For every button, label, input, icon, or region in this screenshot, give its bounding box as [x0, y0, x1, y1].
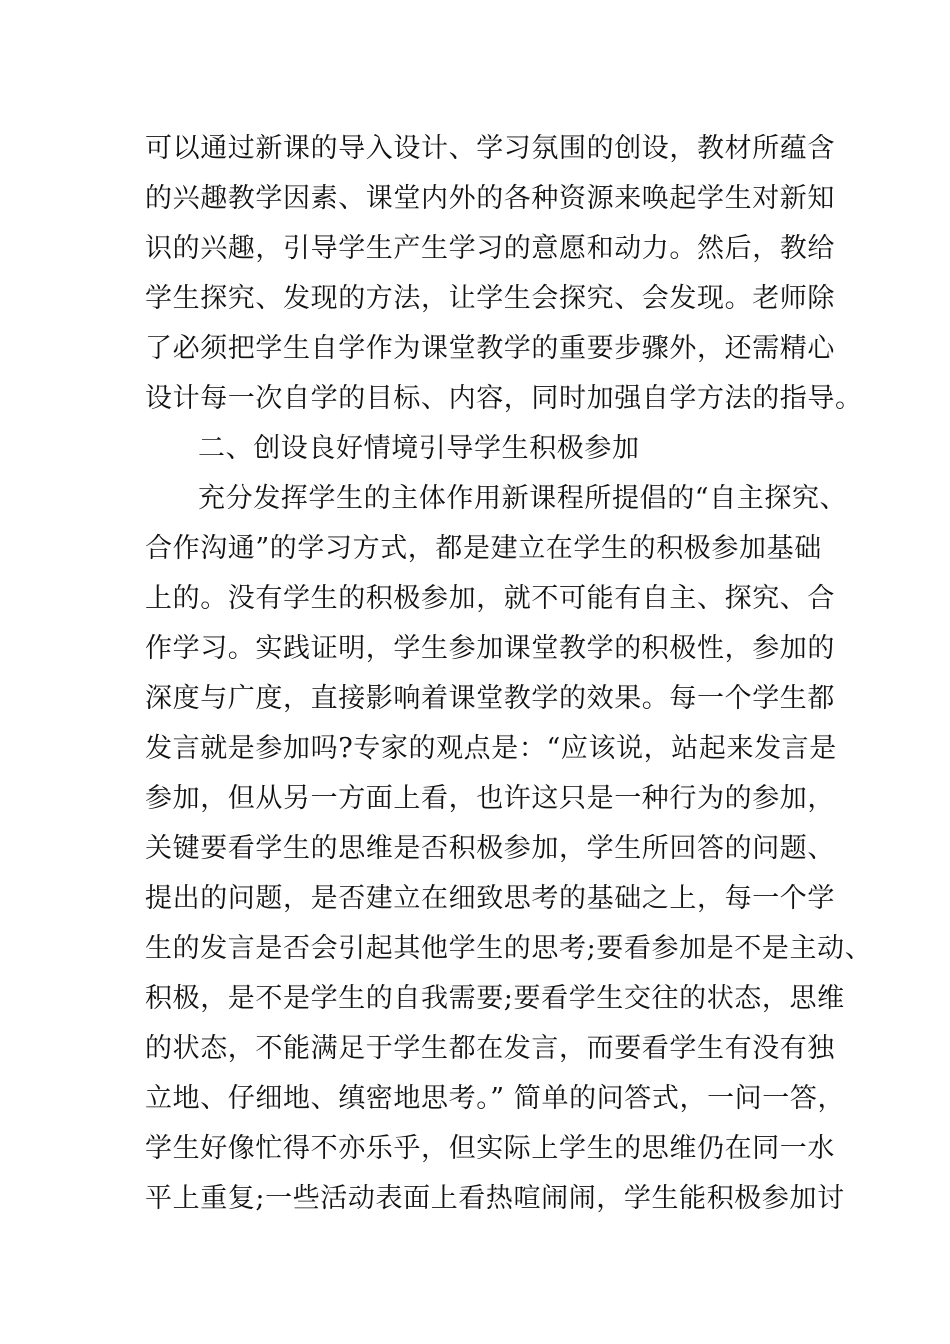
text-line: 生的发言是否会引起其他学生的思考;要看参加是不是主动、: [145, 933, 873, 964]
text-line: 提出的问题，是否建立在细致思考的基础之上，每一个学: [145, 883, 835, 914]
text-line: 作学习。实践证明，学生参加课堂教学的积极性，参加的: [145, 633, 835, 664]
text-line: 参加，但从另一方面上看，也许这只是一种行为的参加，: [145, 783, 835, 814]
text-line: 了必须把学生自学作为课堂教学的重要步骤外，还需精心: [145, 333, 835, 364]
text-line: 平上重复;一些活动表面上看热喧闹闹，学生能积极参加讨: [145, 1183, 845, 1214]
text-line: 上的。没有学生的积极参加，就不可能有自主、探究、合: [145, 583, 835, 614]
text-line: 发言就是参加吗?专家的观点是：“应该说，站起来发言是: [145, 733, 837, 764]
text-line: 识的兴趣，引导学生产生学习的意愿和动力。然后，教给: [145, 233, 835, 264]
text-line: 合作沟通”的学习方式，都是建立在学生的积极参加基础: [145, 533, 822, 564]
text-line: 深度与广度，直接影响着课堂教学的效果。每一个学生都: [145, 683, 835, 714]
text-line: 的状态，不能满足于学生都在发言，而要看学生有没有独: [145, 1033, 835, 1064]
text-line: 学生探究、发现的方法，让学生会探究、会发现。老师除: [145, 283, 835, 314]
text-line: 关键要看学生的思维是否积极参加，学生所回答的问题、: [145, 833, 835, 864]
text-line: 立地、仔细地、缜密地思考。” 简单的问答式，一问一答，: [145, 1083, 846, 1114]
text-line: 设计每一次自学的目标、内容，同时加强自学方法的指导。: [145, 383, 863, 414]
section-heading: 二、创设良好情境引导学生积极参加: [198, 433, 640, 464]
text-line: 可以通过新课的导入设计、学习氛围的创设，教材所蕴含: [145, 133, 835, 164]
text-line: 学生好像忙得不亦乐乎，但实际上学生的思维仍在同一水: [145, 1133, 835, 1164]
text-line: 积极，是不是学生的自我需要;要看学生交往的状态，思维: [145, 983, 845, 1014]
text-line: 的兴趣教学因素、课堂内外的各种资源来唤起学生对新知: [145, 183, 835, 214]
text-line: 充分发挥学生的主体作用新课程所提倡的“自主探究、: [198, 483, 848, 514]
